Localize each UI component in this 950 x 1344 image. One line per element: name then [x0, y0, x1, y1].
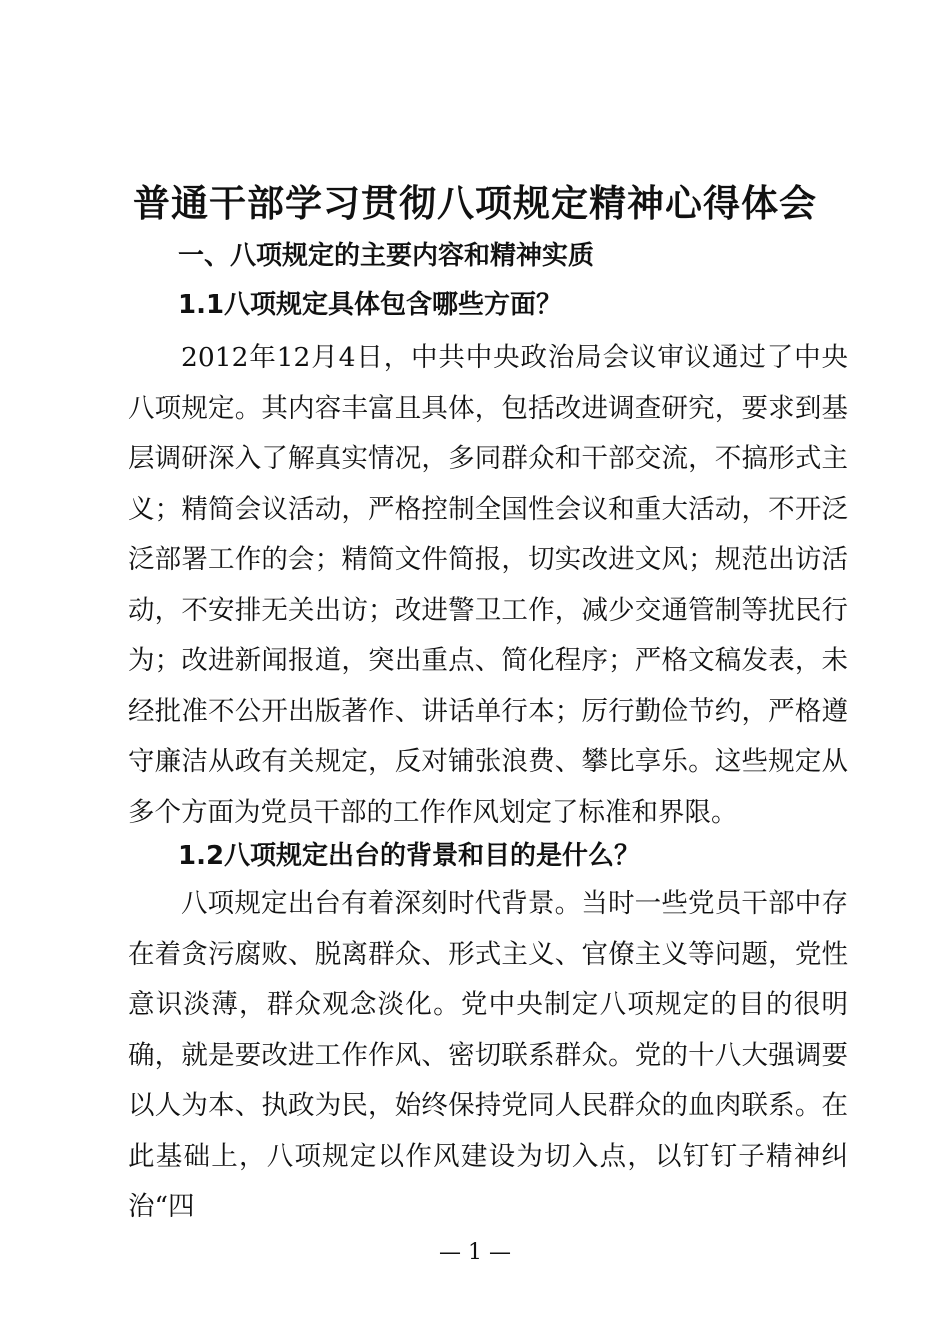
- subheading-1-1: 1.1八项规定具体包含哪些方面？: [178, 290, 563, 320]
- section-heading: 一、八项规定的主要内容和精神实质: [178, 241, 595, 271]
- page-number: — 1 —: [439, 1240, 511, 1265]
- subheading-1-2: 1.2八项规定出台的背景和目的是什么？: [178, 841, 641, 871]
- paragraph-1: 2012年12月4日，中共中央政治局会议审议通过了中央八项规定。其内容丰富且具体，包括改进调查研究，要求到基层调研深入了解真实情况，多同群众和干部交流，不搞形式主义；精简会议活动，严格控制全国性会议和重大活动，不开泛泛部署工作的会；精简文件简报，切实改进文风；规范出访活动，不安排无关出访；改进警卫工作，减少交通管制等扰民行为；改进新闻报道，突出重点、简化程序；严格文稿发表，未经批准不公开出版著作、讲话单行本；厉行勤俭节约，严格遵守廉洁从政有关规定，反对铺张浪费、攀比享乐。这些规定从多个方面为党员干部的工作作风划定了标准和界限。: [128, 342, 848, 828]
- paragraph-2: 八项规定出台有着深刻时代背景。当时一些党员干部中存在着贪污腐败、脱离群众、形式主义、官僚主义等问题，党性意识淡薄，群众观念淡化。党中央制定八项规定的目的很明确，就是要改进工作作风、密切联系群众。党的十八大强调要以人为本、执政为民，始终保持党同人民群众的血肉联系。在此基础上，八项规定以作风建设为切入点，以钉钉子精神纠治“四: [128, 888, 848, 1222]
- document-title: 普通干部学习贯彻八项规定精神心得体会: [133, 181, 817, 225]
